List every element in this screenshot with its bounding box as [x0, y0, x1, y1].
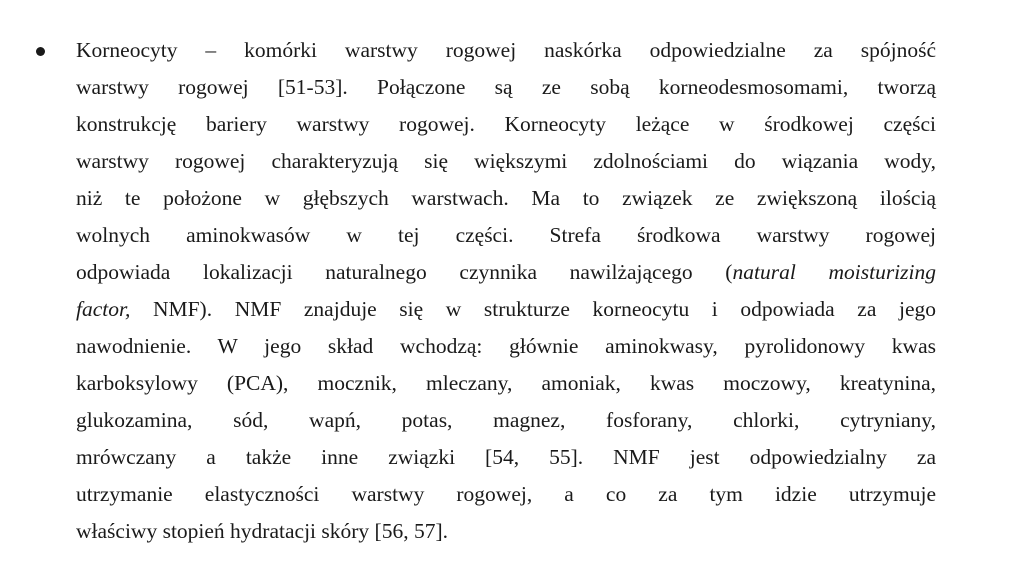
- paragraph-line-4: warstwy rogowej charakteryzują się większymi zdolnościami do wiązania wody,: [76, 149, 936, 173]
- line-7-italic: natural moisturizing: [732, 260, 936, 284]
- paragraph-line-14: właściwy stopień hydratacji skóry [56, 57].: [76, 519, 448, 543]
- paragraph-line-6: wolnych aminokwasów w tej części. Strefa środkowa warstwy rogowej: [76, 223, 936, 247]
- paragraph-line-10: karboksylowy (PCA), mocznik, mleczany, amoniak, kwas moczowy, kreatynina,: [76, 371, 936, 395]
- paragraph-line-8: [76, 295, 936, 323]
- paragraph-line-12: mrówczany a także inne związki [54, 55]. NMF jest odpowiedzialny za: [76, 445, 936, 469]
- paragraph-line-7: [76, 258, 936, 286]
- line-8-text: NMF). NMF znajduje się w strukturze korneocytu i odpowiada za jego: [130, 297, 936, 321]
- paragraph-line-13: utrzymanie elastyczności warstwy rogowej, a co za tym idzie utrzymuje: [76, 482, 936, 506]
- paragraph-line-1: Korneocyty – komórki warstwy rogowej naskórka odpowiedzialne za spójność: [76, 38, 936, 62]
- paragraph-line-3: konstrukcję bariery warstwy rogowej. Korneocyty leżące w środkowej części: [76, 112, 936, 136]
- line-8-italic: factor,: [76, 297, 131, 321]
- paragraph-line-5: niż te położone w głębszych warstwach. Ma to związek ze zwiększoną ilością: [76, 186, 936, 210]
- paragraph-line-11: glukozamina, sód, wapń, potas, magnez, fosforany, chlorki, cytryniany,: [76, 408, 936, 432]
- bullet-icon: [36, 47, 45, 56]
- paragraph-line-9: nawodnienie. W jego skład wchodzą: głównie aminokwasy, pyrolidonowy kwas: [76, 334, 936, 358]
- line-7-text: odpowiada lokalizacji naturalnego czynnika nawilżającego (: [76, 260, 733, 284]
- paragraph-line-2: warstwy rogowej [51-53]. Połączone są ze sobą korneodesmosomami, tworzą: [76, 75, 936, 99]
